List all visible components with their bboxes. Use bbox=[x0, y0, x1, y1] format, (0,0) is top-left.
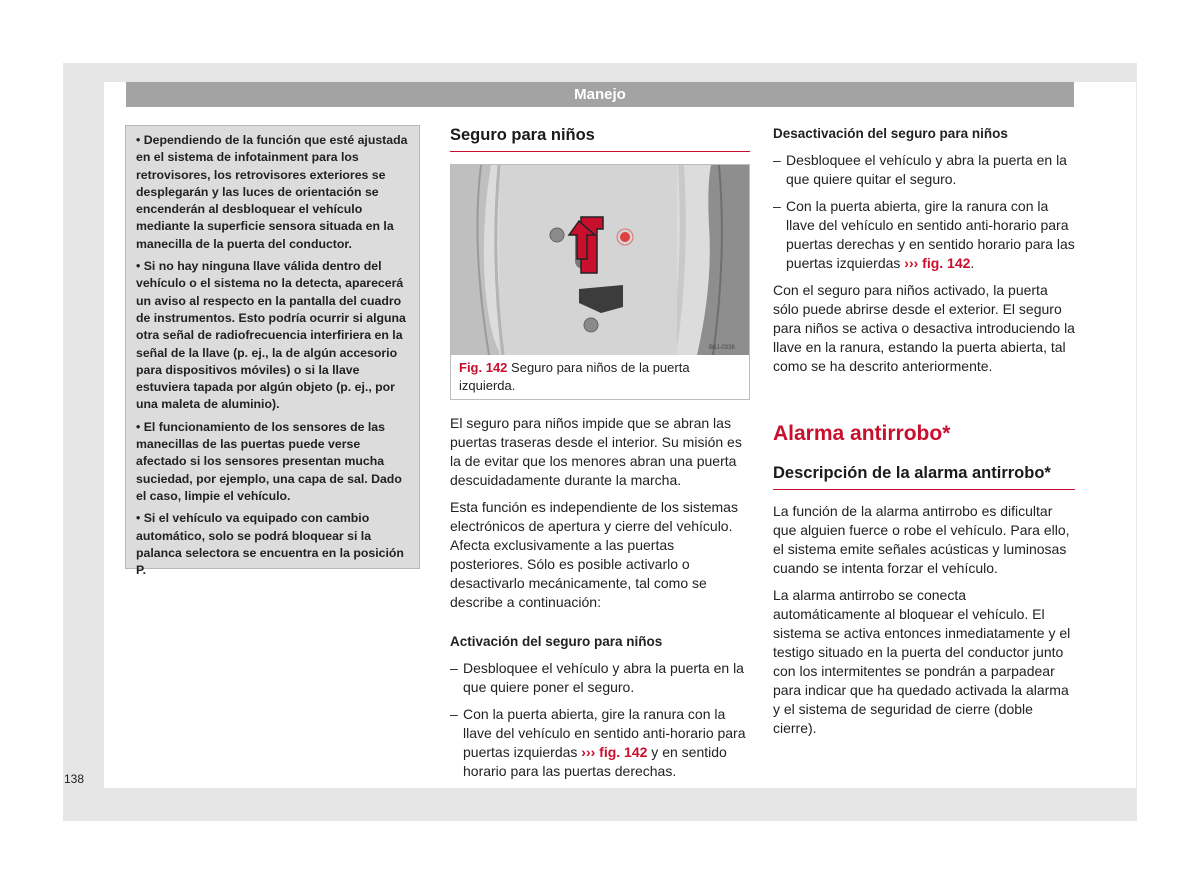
figure-caption-text: Seguro para niños de la puerta izquierda. bbox=[459, 360, 690, 393]
page-number: 138 bbox=[64, 772, 85, 786]
note-item: • Dependiendo de la función que esté ajustada en el sistema de infotainment para los retrovisores, los retrovisores exteriores se desplegarán y las luces de orientación se encenderán al desbloquear el vehículo mediante la superficie sensora situada en la manecilla de la puerta del conductor. bbox=[136, 133, 408, 251]
alarm-subheading: Descripción de la alarma antirrobo* bbox=[773, 460, 1075, 490]
child-lock-column bbox=[450, 122, 750, 789]
step-text: y en sentido horario para las puertas derechas. bbox=[463, 744, 727, 779]
figure-reference-link[interactable]: ››› fig. 142 bbox=[581, 744, 648, 760]
activation-heading: Activación del seguro para niños bbox=[450, 634, 663, 649]
figure-caption bbox=[451, 355, 749, 399]
figure-number: Fig. 142 bbox=[459, 360, 508, 375]
right-column bbox=[773, 122, 1075, 746]
list-item: – Desbloquee el vehículo y abra la puerta en la que quiere quitar el seguro. bbox=[773, 151, 1075, 189]
paragraph: El seguro para niños impide que se abran las puertas traseras desde el interior. Su misión es la de evitar que los menores abran una puerta descuidadamente durante la marcha. bbox=[450, 415, 742, 488]
section-header: Manejo bbox=[126, 82, 1074, 107]
note-box bbox=[125, 125, 420, 578]
step-text: Con la puerta abierta, gire la ranura con la llave del vehículo en sentido anti-horario para puertas derechas y en sentido horario para las puertas izquierdas bbox=[786, 198, 1075, 271]
alarm-title: Alarma antirrobo* bbox=[773, 422, 951, 445]
child-lock-illustration bbox=[451, 165, 749, 355]
paragraph: Con el seguro para niños activado, la puerta sólo puede abrirse desde el exterior. El seguro para niños se activa o desactiva introduciendo la llave en la ranura, estando la puerta abierta, tal como se ha descrito anteriormente. bbox=[773, 282, 1075, 374]
figure-142 bbox=[450, 164, 750, 400]
note-item: • El funcionamiento de los sensores de las manecillas de las puertas puede verse afectado si los sensores presentan mucha suciedad, por ejemplo, una capa de sal. Dado el caso, limpie el vehículo. bbox=[136, 419, 402, 503]
paragraph: La alarma antirrobo se conecta automáticamente al bloquear el vehículo. El sistema se activa entonces inmediatamente y el testigo situado en la puerta del conductor junto con los intermitentes se pondrán a parpadear para indicar que ha quedado activada la alarma y el sistema de seguridad de cierre (doble cierre). bbox=[773, 587, 1071, 736]
step-text: . bbox=[970, 255, 975, 271]
deactivation-heading: Desactivación del seguro para niños bbox=[773, 126, 1008, 141]
child-lock-heading: Seguro para niños bbox=[450, 122, 750, 152]
figure-reference-link[interactable]: ››› fig. 142 bbox=[904, 255, 971, 271]
paragraph: La función de la alarma antirrobo es dificultar que alguien fuerce o robe el vehículo. Para ello, el sistema emite señales acústicas y luminosas cuando se intenta forzar el vehículo. bbox=[773, 503, 1070, 576]
note-item: • Si no hay ninguna llave válida dentro del vehículo o el sistema no la detecta, aparecerá un aviso al respecto en la pantalla del cuadro de instrumentos. Esto podría ocurrir si alguna otra señal de radiofrecuencia interfiriera en la señal de la llave (p. ej., la de algún accesorio para dispositivos móviles) o si la llave estuviera tapada por algún objeto (p. ej., por una maleta de aluminio). bbox=[136, 259, 406, 412]
list-item: – Desbloquee el vehículo y abra la puerta en la que quiere poner el seguro. bbox=[450, 659, 750, 697]
figure-code: B6J-0338 bbox=[709, 345, 735, 351]
step-text: Con la puerta abierta, gire la ranura con la llave del vehículo en sentido anti-horario para puertas izquierdas bbox=[463, 706, 746, 760]
list-item bbox=[773, 197, 1075, 273]
paragraph: Esta función es independiente de los sistemas electrónicos de apertura y cierre del vehículo. Afecta exclusivamente a las puertas posteriores. Sólo es posible activarlo o desactivarlo mecánicamente, tal como se describe a continuación: bbox=[450, 499, 738, 610]
activation-steps bbox=[450, 659, 750, 781]
list-item bbox=[450, 705, 750, 781]
deactivation-steps bbox=[773, 151, 1075, 273]
note-item: • Si el vehículo va equipado con cambio automático, solo se podrá bloquear si la palanca selectora se encuentra en la posición P. bbox=[136, 511, 404, 578]
